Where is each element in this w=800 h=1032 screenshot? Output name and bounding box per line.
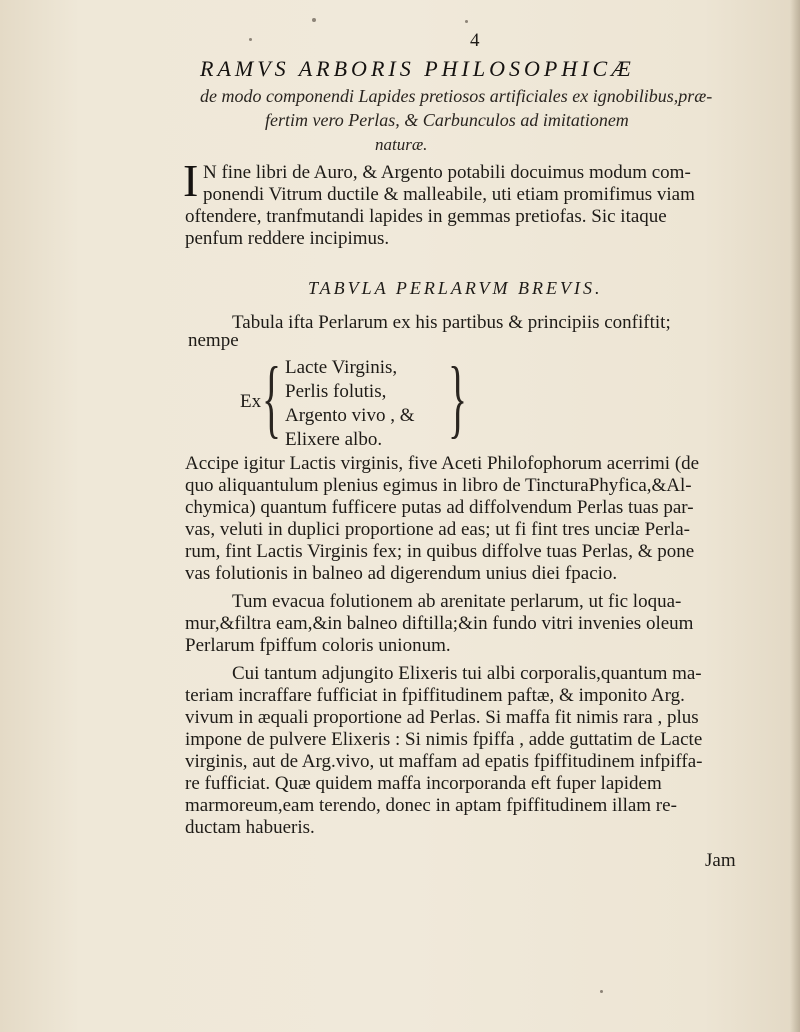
- intro-line-3: oftendere, tranfmutandi lapides in gemmas pretiofas. Sic itaque: [185, 206, 667, 227]
- paragraph-1-line-3: chymica) quantum fufficere putas ad diffolvendum Perlas tuas par-: [185, 497, 694, 518]
- paragraph-3-line-2: teriam incraffare fufficiat in fpiffitudinem paftæ, & imponito Arg.: [185, 685, 685, 706]
- intro-line-4: penfum reddere incipimus.: [185, 228, 390, 249]
- drop-capital: I: [183, 155, 199, 206]
- right-brace: }: [448, 350, 468, 447]
- page-number: 4: [470, 30, 480, 51]
- ingredients-prefix: Ex: [240, 391, 262, 412]
- paragraph-2-line-1: Tum evacua folutionem ab arenitate perlarum, ut fic loqua-: [232, 591, 682, 612]
- paragraph-2-line-2: mur,&filtra eam,&in balneo diftilla;&in fundo vitri invenies oleum: [185, 613, 694, 634]
- paragraph-3-line-3: vivum in æquali proportione ad Perlas. Si maffa fit nimis rara , plus: [185, 707, 699, 728]
- ingredient-item: Perlis folutis,: [285, 381, 387, 402]
- paragraph-2-line-3: Perlarum fpiffum coloris unionum.: [185, 635, 451, 656]
- paragraph-3-line-8: ductam habueris.: [185, 817, 315, 838]
- paper-speck: [249, 38, 252, 41]
- ingredient-item: Argento vivo , &: [285, 405, 415, 426]
- paragraph-3-line-1: Cui tantum adjungito Elixeris tui albi corporalis,quantum ma-: [232, 663, 702, 684]
- paper-speck: [312, 18, 316, 22]
- paragraph-3-line-5: virginis, aut de Arg.vivo, ut maffam ad epatis fpiffitudinem infpiffa-: [185, 751, 703, 772]
- paragraph-1-line-6: vas folutionis in balneo ad digerendum unius diei fpacio.: [185, 563, 618, 584]
- paragraph-3-line-6: re fufficiat. Quæ quidem maffa incorporanda eft fuper lapidem: [185, 773, 662, 794]
- table-intro-line-2: nempe: [188, 330, 239, 351]
- paragraph-1-line-5: rum, fint Lactis Virginis fex; in quibus diffolve tuas Perlas, & pone: [185, 541, 695, 562]
- ingredient-item: Elixere albo.: [285, 429, 383, 450]
- chapter-heading: RAMVS ARBORIS PHILOSOPHICÆ: [200, 56, 635, 81]
- paper-speck: [600, 990, 603, 993]
- paragraph-3-line-7: marmoreum,eam terendo, donec in aptam fpiffitudinem illam re-: [185, 795, 677, 816]
- intro-line-1: N fine libri de Auro, & Argento potabili docuimus modum com-: [203, 162, 691, 183]
- left-brace: {: [262, 350, 282, 447]
- intro-line-2: ponendi Vitrum ductile & malleabile, uti etiam promifimus viam: [203, 184, 695, 205]
- paragraph-1-line-4: vas, veluti in duplici proportione ad eas; ut fi fint tres unciæ Perla-: [185, 519, 690, 540]
- paragraph-3-line-4: impone de pulvere Elixeris : Si nimis fpiffa , adde guttatim de Lacte: [185, 729, 703, 750]
- subheading-line-2: fertim vero Perlas, & Carbunculos ad imitationem: [265, 110, 629, 130]
- catchword: Jam: [705, 850, 736, 871]
- paragraph-1-line-2: quo aliquantulum plenius egimus in libro de TincturaPhyfica,&Al-: [185, 475, 692, 496]
- paragraph-1-line-1: Accipe igitur Lactis virginis, five Aceti Philofophorum acerrimi (de: [185, 453, 700, 474]
- ingredient-item: Lacte Virginis,: [285, 357, 398, 378]
- section-title: TABVLA PERLARVM BREVIS.: [308, 278, 603, 298]
- page-edge-shadow: [790, 0, 800, 1032]
- table-intro-line-1: Tabula ifta Perlarum ex his partibus & principiis confiftit;: [232, 312, 671, 333]
- subheading-line-1: de modo componendi Lapides pretiosos artificiales ex ignobilibus,præ-: [200, 86, 713, 106]
- paper-speck: [465, 20, 468, 23]
- subheading-line-3: naturæ.: [375, 135, 428, 154]
